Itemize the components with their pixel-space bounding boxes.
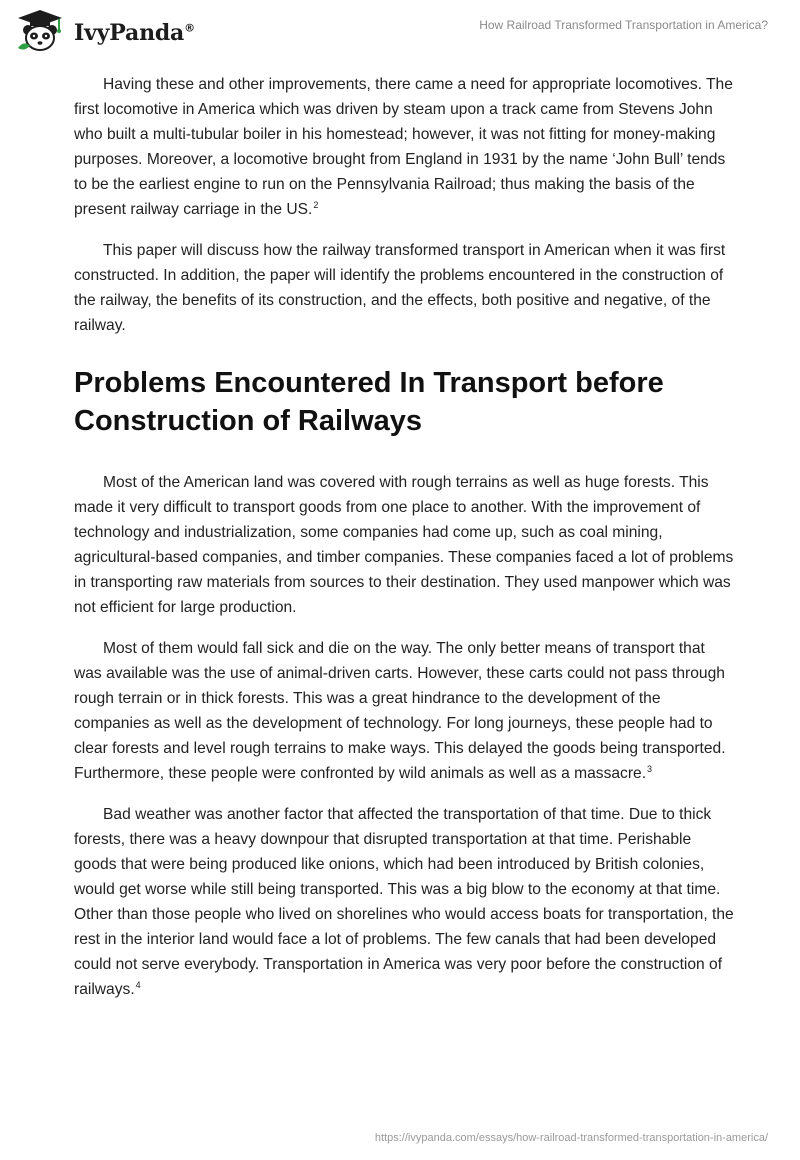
paragraph-text: Bad weather was another factor that affected the transportation of that time. Due to thick forests, there was a heavy downpour that disrupted transportation at that time. Perishable goods that were being produced like onions, which had been introduced by British colonies, would get worse while still being transported. This was a big blow to the economy at that time. Other than those people who lived on shorelines who would access boats for transportation, the rest in the interior land would face a lot of problems. The few canals that had been developed could not serve everybody. Transportation in America was very poor before the construction of railways. xyxy=(74,806,734,998)
logo-registered-mark: ® xyxy=(184,21,195,35)
footnote-ref[interactable]: 4 xyxy=(135,979,141,990)
logo-text: IvyPanda xyxy=(74,20,185,46)
footnote-ref[interactable]: 3 xyxy=(647,763,653,774)
paragraph xyxy=(74,238,734,338)
paragraph xyxy=(74,802,734,1002)
essay-content xyxy=(74,72,734,1018)
paragraph xyxy=(74,72,734,222)
panda-graduate-icon xyxy=(12,8,68,54)
source-url[interactable]: https://ivypanda.com/essays/how-railroad-transformed-transportation-in-america/ xyxy=(374,1132,768,1144)
page-header xyxy=(0,0,800,62)
paragraph-text: Most of them would fall sick and die on the way. The only better means of transport that was available was the use of animal-driven carts. However, these carts could not pass through rough terrain or in thick forests. This was a great hindrance to the development of the companies as well as the development of technology. For long journeys, these people had to clear forests and level rough terrains to make ways. This delayed the goods being transported. Furthermore, these people were confronted by wild animals as well as a massacre. xyxy=(74,640,726,782)
logo-wordmark xyxy=(74,20,195,46)
paragraph xyxy=(74,470,734,620)
footnote-ref[interactable]: 2 xyxy=(313,199,319,210)
ivypanda-logo[interactable] xyxy=(12,8,195,54)
section-heading: Problems Encountered In Transport before Construction of Railways xyxy=(74,367,664,437)
paragraph-text: Having these and other improvements, there came a need for appropriate locomotives. The first locomotive in America which was driven by steam upon a track came from Stevens John who built a multi-tubular boiler in his homestead; however, it was not fitting for money-making purposes. Moreover, a locomotive brought from England in 1931 by the name ‘John Bull’ tends to be the earliest engine to run on the Pennsylvania Railroad; thus making the basis of the present railway carriage in the US. xyxy=(74,76,733,218)
paragraph-text: This paper will discuss how the railway transformed transport in American when it was first constructed. In addition, the paper will identify the problems encountered in the construction of the railway, the benefits of its construction, and the effects, both positive and negative, of the railway. xyxy=(74,242,726,334)
document-title: How Railroad Transformed Transportation in America? xyxy=(479,18,768,32)
paragraph xyxy=(74,636,734,786)
paragraph-text: Most of the American land was covered with rough terrains as well as huge forests. This made it very difficult to transport goods from one place to another. With the improvement of technology and industrialization, some companies had come up, such as coal mining, agricultural-based companies, and timber companies. These companies faced a lot of problems in transporting raw materials from sources to their destination. They used manpower which was not efficient for large production. xyxy=(74,474,734,616)
